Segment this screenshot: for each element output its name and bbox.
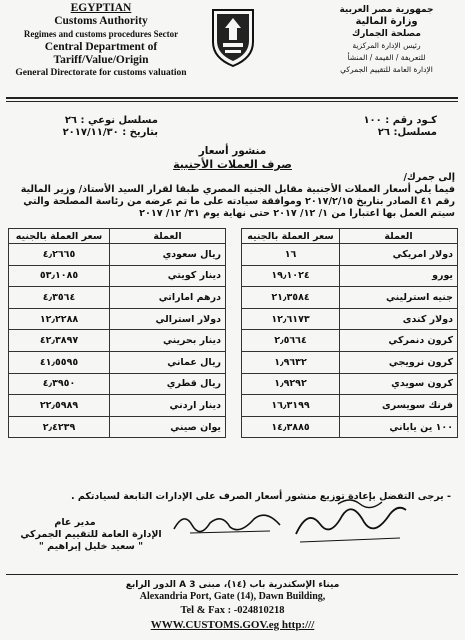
letterhead-line: مصلحة الجمارك [352, 29, 421, 39]
table-row [9, 416, 458, 438]
letterhead-line: Tariff/Value/Origin [53, 54, 149, 66]
exchange-rate: ١٦٫٣١٩٩ [242, 395, 340, 417]
currency-name: جنيه استرليني [340, 287, 458, 309]
exchange-rate: ١٫٩٢٩٢ [242, 373, 340, 395]
letterhead-line: الإدارة العامة للتقييم الجمركي [340, 65, 433, 74]
column-header: العملة [110, 229, 226, 244]
exchange-rate: ٢٫٤٢٣٩ [9, 416, 110, 438]
exchange-rate: ٢١٫٣٥٨٤ [242, 287, 340, 309]
currency-name: يوان صيني [110, 416, 226, 438]
distribution-note: - يرجى التفضل بإعادة توزيع منشور أسعار الصرف على الإدارات التابعة لسيادتكم . [70, 491, 451, 502]
footer-tel-fax: Tel & Fax : -024810218 [180, 605, 285, 616]
table-row [9, 244, 458, 266]
table-header-row [9, 229, 458, 244]
exchange-rate: ٤٫٣٩٥٠ [9, 373, 110, 395]
column-header: سعر العملة بالجنيه [9, 229, 110, 244]
letterhead-line: Customs Authority [54, 15, 148, 27]
table-row [9, 373, 458, 395]
currency-name: ١٠٠ ين ياباني [340, 416, 458, 438]
greeting: إلى جمرك/ [403, 172, 455, 183]
table-row [9, 351, 458, 373]
footer-website: WWW.CUSTOMS.GOV.eg http:/// [150, 619, 315, 631]
arabic-letterhead [314, 4, 459, 76]
customs-emblem-icon [205, 6, 261, 68]
exchange-rate: ٤٫٣٥٦٤ [9, 287, 110, 309]
code-number: كـود رقم : ١٠٠ [363, 115, 437, 126]
english-letterhead [6, 2, 196, 80]
serial-left [28, 115, 158, 139]
exchange-rate: ٥٣٫١٠٨٥ [9, 265, 110, 287]
exchange-rate: ٤٢٫٣٨٩٧ [9, 330, 110, 352]
currency-name: دولار كندى [340, 308, 458, 330]
currency-name: يورو [340, 265, 458, 287]
currency-name: ريال سعودي [110, 244, 226, 266]
table-row [9, 395, 458, 417]
currency-name: دينار كويتي [110, 265, 226, 287]
header-divider [6, 97, 458, 99]
signatory-title: مدير عام [54, 517, 96, 528]
serial-date: بتاريخ : ٢٠١٧/١١/٣٠ [62, 127, 158, 138]
letterhead-line: وزارة المالية [355, 16, 418, 27]
exchange-rate: ١٫٩٦٣٢ [242, 351, 340, 373]
exchange-rate: ١٩٫١٠٢٤ [242, 265, 340, 287]
column-header: العملة [340, 229, 458, 244]
table-row [9, 330, 458, 352]
currency-name: درهم اماراتي [110, 287, 226, 309]
footer-address-en: Alexandria Port, Gate (14), Dawn Building, [139, 591, 326, 602]
exchange-rate: ١٦ [242, 244, 340, 266]
serial-right [327, 115, 437, 139]
letterhead-line: EGYPTIAN [70, 2, 132, 14]
signatory-name: " سعيد خليل إبراهيم " [38, 541, 144, 552]
document-title: منشور أسعار [198, 145, 267, 157]
exchange-rate: ١٢٫٦١٧٣ [242, 308, 340, 330]
currency-name: دولار امريكي [340, 244, 458, 266]
signatory-block [16, 517, 166, 553]
exchange-rate: ١٤٫٣٨٨٥ [242, 416, 340, 438]
signatory-department: الإدارة العامة للتقييم الجمركي [20, 529, 162, 540]
letterhead-line: رئيس الإدارة المركزية [352, 41, 421, 50]
currency-name: ريال قطري [110, 373, 226, 395]
column-header: سعر العملة بالجنيه [242, 229, 340, 244]
serial-number: مسلسل نوعي : ٢٦ [64, 115, 158, 126]
exchange-rates-table [8, 228, 458, 438]
table-row [9, 308, 458, 330]
exchange-rate: ٢٢٫٥٩٨٩ [9, 395, 110, 417]
currency-name: ريال عماني [110, 351, 226, 373]
letterhead-line: General Directorate for customs valuation [15, 68, 187, 78]
letterhead-line: جمهورية مصر العربية [339, 5, 434, 15]
handwritten-signature [290, 494, 410, 546]
exchange-rate: ٤٫٢٦٦٥ [9, 244, 110, 266]
table-row [9, 265, 458, 287]
exchange-rate: ٤١٫٥٥٩٥ [9, 351, 110, 373]
body-text: فيما يلي أسعار العملات الأجنبية مقابل الجنيه المصري طبقا لقرار السيد الأستاذ/ وزير المالية رقم ٤١ الصادر بتاريخ ٢٠١٧/٢/١٥ وموافقة سيادته على ما تم عرضه من رئاسة المصلحة والتي سيتم العمل بها اعتبارا من ١/ ١٢/ ٢٠١٧ حتى نهاية يوم ٣١/ ١٢/ ٢٠١٧ [20, 184, 455, 219]
handwritten-signature [170, 505, 290, 539]
currency-name: كرون نرويجي [340, 351, 458, 373]
currency-name: دولار استرالي [110, 308, 226, 330]
letterhead-line: للتعريفة / القيمة / المنشأ [347, 53, 426, 62]
header-divider [6, 101, 458, 102]
letterhead-line: Central Department of [44, 41, 158, 53]
exchange-rate: ١٢٫٢٢٨٨ [9, 308, 110, 330]
footer-address-ar: ميناء الإسكندرية باب (١٤)، مبنى A 3 الدور الرابع [125, 580, 340, 590]
letterhead-line: Regimes and customs procedures Sector [23, 29, 179, 39]
footer-divider [6, 574, 458, 575]
currency-name: كرون دنمركي [340, 330, 458, 352]
currency-name: فرنك سويسرى [340, 395, 458, 417]
currency-name: دينار اردني [110, 395, 226, 417]
exchange-rate: ٢٫٥٦٦٤ [242, 330, 340, 352]
table-row [9, 287, 458, 309]
document-subtitle: صرف العملات الأجنبية [173, 158, 292, 171]
serial-number: مسلسل: ٢٦ [377, 127, 437, 138]
currency-name: كرون سويدي [340, 373, 458, 395]
currency-name: دينار بحريني [110, 330, 226, 352]
